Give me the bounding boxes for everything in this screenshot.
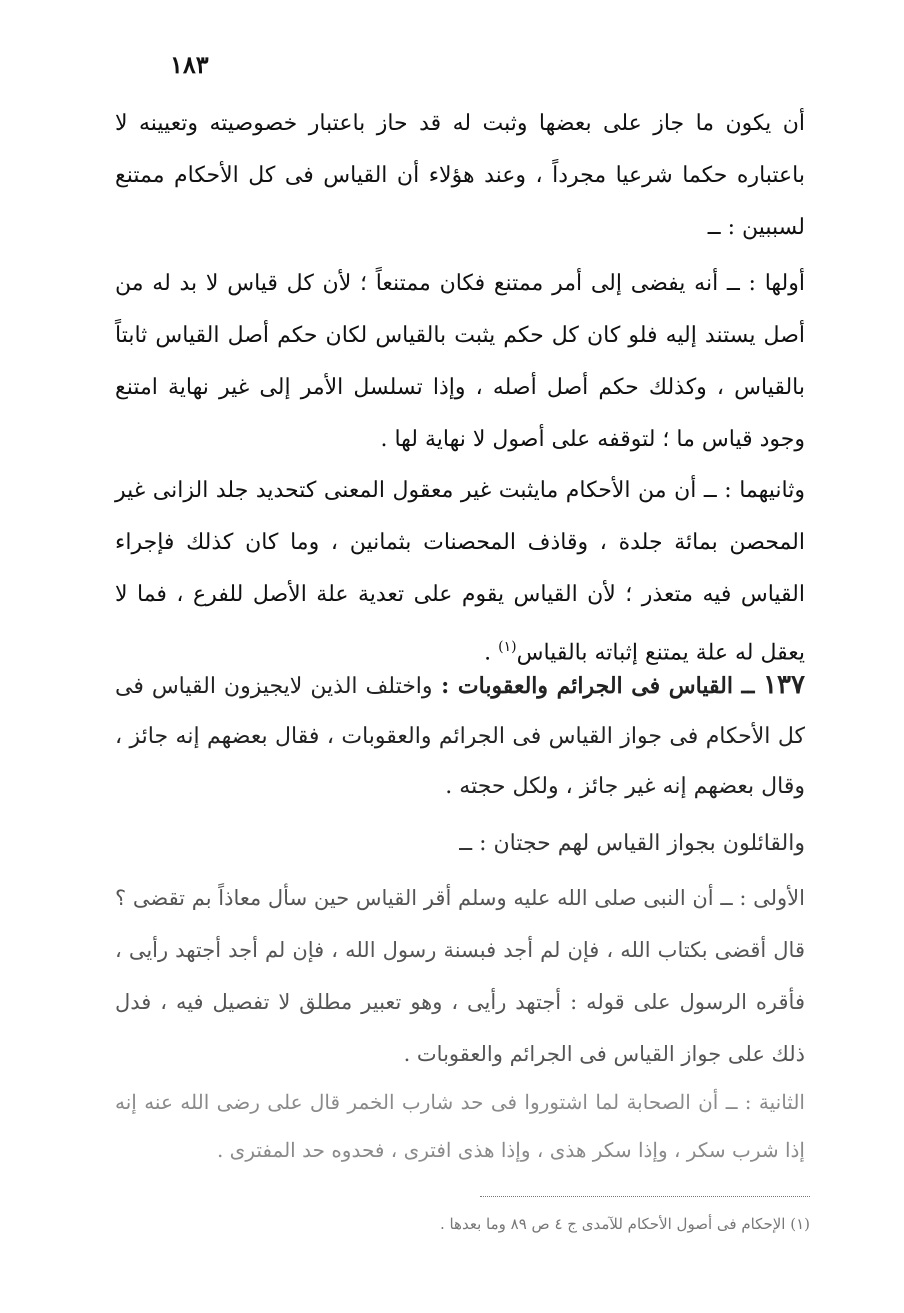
paragraph-two-arguments: والقائلون بجواز القياس لهم حجتان : ــ	[459, 831, 805, 856]
second-reason-end: .	[484, 640, 499, 666]
section-number: ١٣٧	[763, 670, 805, 700]
footnote-divider	[480, 1196, 810, 1197]
paragraph-second-reason	[115, 465, 805, 679]
paragraph-continuation: أن يكون ما جاز على بعضها وثبت له قد حاز باعتبار خصوصيته وتعيينه لا باعتباره حكما شرعيا مجرداً ، وعند هؤلاء أن القياس فى كل الأحكام ممتنع لسببين : ــ	[115, 111, 805, 240]
page-number: ١٨٣	[170, 50, 209, 79]
section-intro: واختلف الذين لايجيزون القياس فى كل الأحكام فى جواز القياس فى الجرائم والعقوبات ، فقال بعضهم إنه جائز ، وقال بعضهم إنه غير جائز ، ولكل حجته .	[115, 674, 805, 799]
footnote: (١) الإحكام فى أصول الأحكام للآمدى ج ٤ ص ٨٩ وما بعدها .	[439, 1215, 810, 1233]
second-reason-text: وثانيهما : ــ أن من الأحكام مايثبت غير معقول المعنى كتحديد جلد الزانى غير المحصن بمائة جلدة ، وقاذف المحصنات بثمانين ، وما كان كذلك فإجراء القياس فيه متعذر ؛ لأن القياس يقوم على تعدية علة الأصل للفرع ، فما لا يعقل له علة يمتنع إثباته بالقياس	[115, 478, 805, 666]
paragraph-first-argument: الأولى : ــ أن النبى صلى الله عليه وسلم أقر القياس حين سأل معاذاً بم تقضى ؟ قال أقضى بكتاب الله ، فإن لم أجد فبسنة رسول الله ، فإن لم أجد أجتهد رأيى ، فأقره الرسول على قوله : أجتهد رأيى ، وهو تعبير مطلق لا تفصيل فيه ، فدل ذلك على جواز القياس فى الجرائم والعقوبات .	[115, 886, 805, 1066]
section-137	[115, 660, 805, 812]
section-title: ــ القياس فى الجرائم والعقوبات :	[432, 673, 764, 699]
paragraph-second-argument: الثانية : ــ أن الصحابة لما اشتوروا فى حد شارب الخمر قال على رضى الله عنه إنه إذا شرب سكر ، وإذا سكر هذى ، وإذا هذى افترى ، فحدوه حد المفترى .	[115, 1090, 805, 1162]
paragraph-first-reason: أولها : ــ أنه يفضى إلى أمر ممتنع فكان ممتنعاً ؛ لأن كل قياس لا بد له من أصل يستند إليه فلو كان كل حكم يثبت بالقياس لكان حكم أصل القياس ثابتاً بالقياس ، وكذلك حكم أصل أصله ، وإذا تسلسل الأمر إلى غير نهاية امتنع وجود قياس ما ؛ لتوقفه على أصول لا نهاية لها .	[115, 271, 805, 452]
footnote-marker: (١)	[498, 639, 517, 655]
